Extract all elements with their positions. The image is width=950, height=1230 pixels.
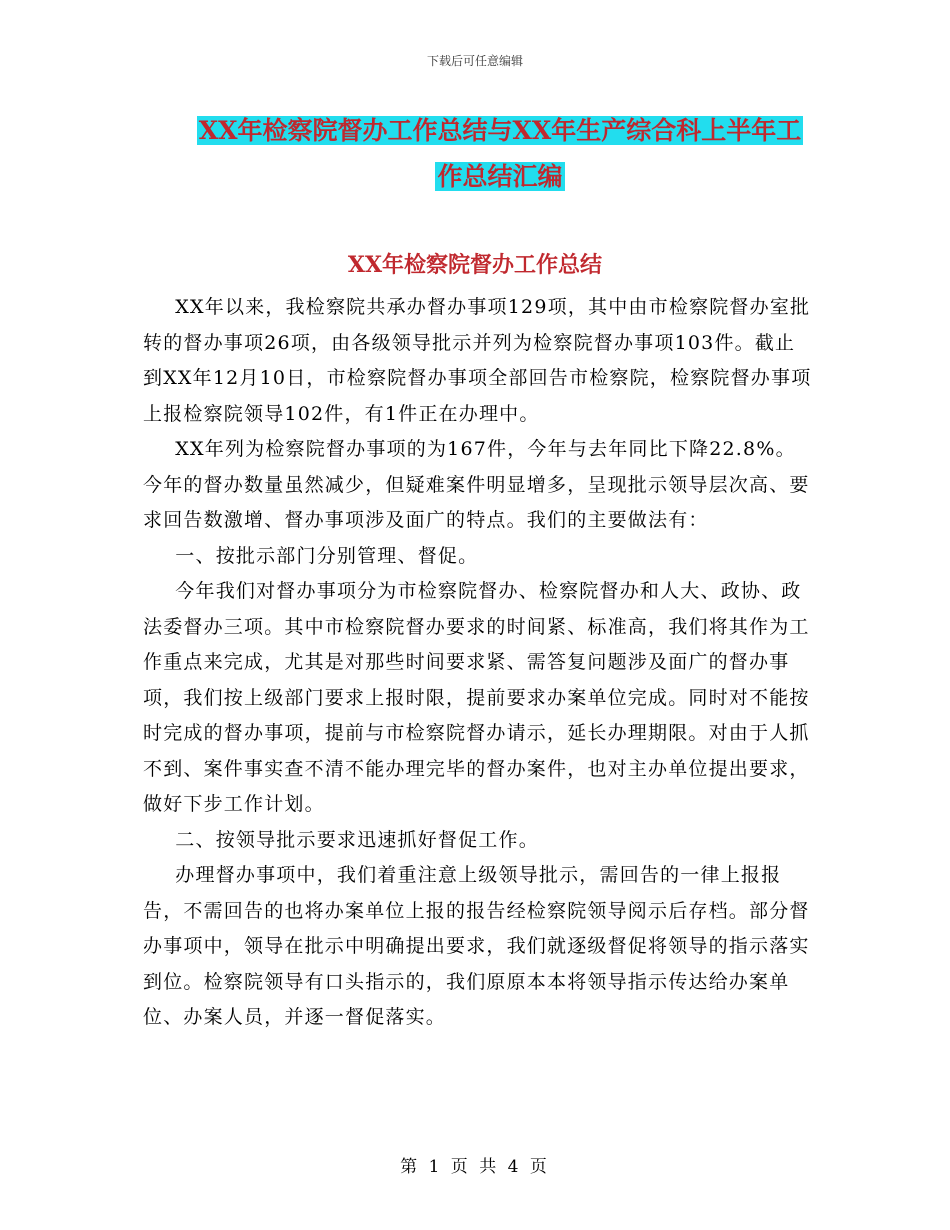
document-title-line2: 作总结汇编	[437, 162, 563, 191]
header-note: 下载后可任意编辑	[426, 54, 523, 68]
page-footer: 第 1 页 共 4 页	[400, 1157, 550, 1177]
paragraph: 二、按领导批示要求迅速抓好督促工作。	[175, 828, 539, 851]
paragraph: 一、按批示部门分别管理、督促。	[175, 544, 479, 567]
paragraph: XX年列为检察院督办事项的为167件，今年与去年同比下降22.8%。今年的督办数量虽然减少，但疑难案件明显增多，呈现批示领导层次高、要求回告数激增、督办事项涉及面广的特点。我们的主要做法有：	[143, 438, 810, 531]
document-title-line1: XX年检察院督办工作总结与XX年生产综合科上半年工	[198, 116, 802, 145]
paragraph: XX年以来，我检察院共承办督办事项129项，其中由市检察院督办室批转的督办事项26项，由各级领导批示并列为检察院督办事项103件。截止到XX年12月10日，市检察院督办事项全部回告市检察院，检察院督办事项上报检察院领导102件，有1件正在办理中。	[143, 296, 812, 425]
section-title: XX年检察院督办工作总结	[347, 252, 603, 278]
body-text	[143, 290, 815, 1036]
paragraph: 今年我们对督办事项分为市检察院督办、检察院督办和人大、政协、政法委督办三项。其中市检察院督办要求的时间紧、标准高，我们将其作为工作重点来完成，尤其是对那些时间要求紧、需答复问题涉及面广的督办事项，我们按上级部门要求上报时限，提前要求办案单位完成。同时对不能按时完成的督办事项，提前与市检察院督办请示，延长办理期限。对由于人抓不到、案件事实查不清不能办理完毕的督办案件，也对主办单位提出要求，做好下步工作计划。	[143, 580, 810, 815]
paragraph: 办理督办事项中，我们着重注意上级领导批示，需回告的一律上报报告，不需回告的也将办案单位上报的报告经检察院领导阅示后存档。部分督办事项中，领导在批示中明确提出要求，我们就逐级督促将领导的指示落实到位。检察院领导有口头指示的，我们原原本本将领导指示传达给办案单位、办案人员，并逐一督促落实。	[143, 864, 810, 1028]
document-title	[150, 108, 850, 200]
